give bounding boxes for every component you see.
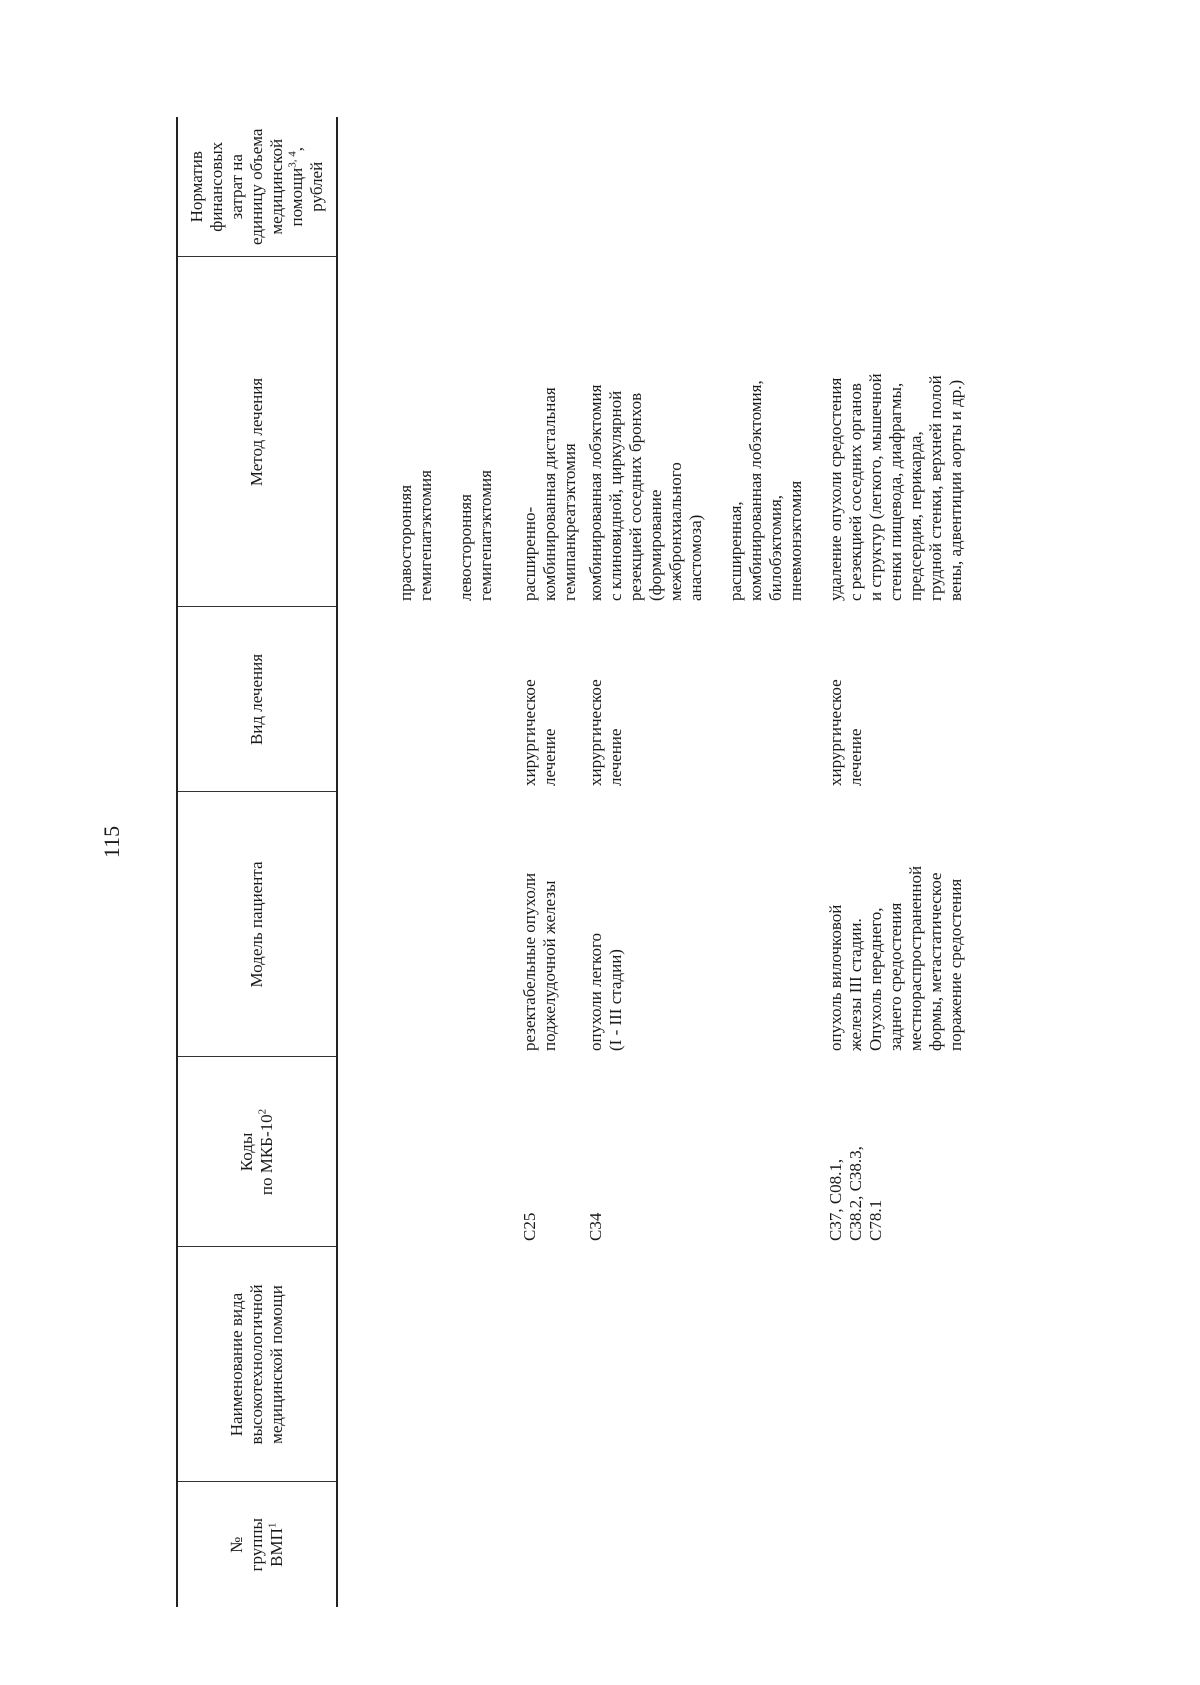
method-cell: удаление опухоли средостения с резекцией соседних органов и структур (легкого, мышечной стенки пищевода, диафрагмы, предсердия, перикарда, грудной стенки, верхней полой вены, адвентиции аорты и др.) bbox=[826, 373, 965, 601]
header-treatment-method: Метод лечения bbox=[177, 257, 337, 607]
document-page-rotated bbox=[176, 117, 1056, 1607]
header-cost-norm: Норматив финансовых затрат на единицу объема медицинской помощи$^{3, 4}$, рублей bbox=[177, 117, 337, 257]
treatment-kind-cell: хирургическое лечение bbox=[586, 679, 625, 786]
patient-model-cell: опухоли легкого (I - III стадии) bbox=[586, 932, 625, 1051]
method-cell: расширенно- комбинированная дистальная гемипанкреатэктомия bbox=[520, 387, 579, 601]
table-row bbox=[396, 117, 496, 1607]
method-cell: правосторонняя гемигепатэктомия левосторонняя гемигепатэктомия bbox=[396, 470, 495, 601]
header-vmp-type-name: Наименование вида высокотехнологичной медицинской помощи bbox=[177, 1247, 337, 1482]
table-header-row bbox=[177, 117, 337, 1607]
icd-code-cell: C25 bbox=[520, 1212, 539, 1241]
icd-code-cell: C34 bbox=[586, 1212, 605, 1241]
patient-model-cell: резектабельные опухоли поджелудочной железы bbox=[520, 872, 559, 1051]
header-treatment-kind: Вид лечения bbox=[177, 607, 337, 792]
header-group-number: № группы ВМП$^1$ bbox=[177, 1482, 337, 1607]
page-number: 115 bbox=[99, 825, 124, 859]
header-patient-model: Модель пациента bbox=[177, 792, 337, 1057]
table-row bbox=[580, 117, 806, 1607]
vmp-table bbox=[176, 117, 966, 1607]
treatment-kind-cell: хирургическое лечение bbox=[520, 679, 559, 786]
table-row bbox=[806, 117, 966, 1607]
header-icd-codes: Коды по МКБ-$10^2$ bbox=[177, 1057, 337, 1247]
icd-code-cell: C37, C08.1, C38.2, C38.3, C78.1 bbox=[826, 1146, 885, 1241]
treatment-kind-cell: хирургическое лечение bbox=[826, 679, 865, 786]
table-row bbox=[496, 117, 580, 1607]
patient-model-cell: опухоль вилочковой железы III стадии. Опухоль переднего, заднего средостения местнораспространенной формы, метастатическое поражение средостения bbox=[826, 865, 965, 1051]
method-cell: комбинированная лобэктомия с клиновидной, циркулярной резекцией соседних бронхов (формирование межбронхиального анастомоза) расширенная, комбинированная лобэктомия, билобэктомия, пневмонэктомия bbox=[586, 380, 805, 601]
